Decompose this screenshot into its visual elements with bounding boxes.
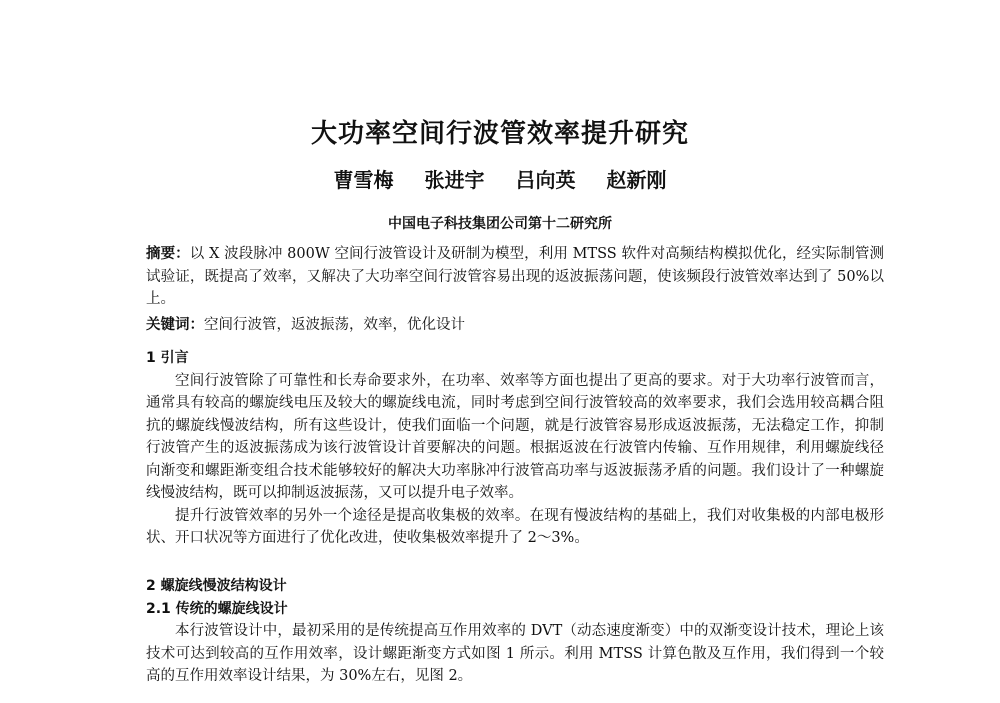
section-heading: 1 引言 (146, 350, 189, 366)
author-list (0, 164, 1000, 193)
author-name: 曹雪梅 (333, 168, 394, 192)
section-slow-wave-design (146, 575, 884, 688)
section-heading: 2 螺旋线慢波结构设计 (146, 578, 287, 594)
keywords (146, 314, 884, 337)
paragraph: 空间行波管除了可靠性和长寿命要求外，在功率、效率等方面也提出了更高的要求。对于大功率行波管而言，通常具有较高的螺旋线电压及较大的螺旋线电流，同时考虑到空间行波管较高的效率要求，我们会选用较高耦合阻抗的螺旋线慢波结构，所有这些设计，使我们面临一个问题，就是行波管容易形成返波振荡，无法稳定工作，抑制行波管产生的返波振荡成为该行波管设计首要解决的问题。根据返波在行波管内传输、互作用规律，利用螺旋线径向渐变和螺距渐变组合技术能够较好的解决大功率脉冲行波管高功率与返波振荡矛盾的问题。我们设计了一种螺旋线慢波结构，既可以抑制返波振荡，又可以提升电子效率。 (146, 372, 884, 501)
author-name: 张进宇 (424, 168, 485, 192)
paper-title: 大功率空间行波管效率提升研究 (310, 119, 689, 149)
section-introduction (146, 347, 884, 550)
affiliation: 中国电子科技集团公司第十二研究所 (388, 216, 612, 232)
paragraph: 本行波管设计中，最初采用的是传统提高互作用效率的 DVT（动态速度渐变）中的双渐变设计技术，理论上该技术可达到较高的互作用效率，设计螺距渐变方式如图 1 所示。利用 MTSS 计算色散及互作用，我们得到一个较高的互作用效率设计结果，为 30%左右，见图 2。 (146, 623, 884, 684)
subsection-heading: 2.1 传统的螺旋线设计 (146, 600, 288, 617)
abstract (146, 243, 884, 311)
keywords-text: 空间行波管，返波振荡，效率，优化设计 (204, 317, 465, 333)
keywords-label: 关键词： (146, 317, 204, 333)
author-name: 吕向英 (515, 168, 576, 192)
abstract-text: 以 X 波段脉冲 800W 空间行波管设计及研制为模型，利用 MTSS 软件对高频结构模拟优化，经实际制管测试验证，既提高了效率，又解决了大功率空间行波管容易出现的返波振荡问题，使该频段行波管效率达到了 50%以上。 (146, 246, 885, 307)
paragraph: 提升行波管效率的另外一个途径是提高收集极的效率。在现有慢波结构的基础上，我们对收集极的内部电极形状、开口状况等方面进行了优化改进，使收集极效率提升了 2～3%。 (146, 507, 884, 546)
author-name: 赵新刚 (606, 168, 667, 192)
abstract-label: 摘要： (146, 246, 190, 262)
